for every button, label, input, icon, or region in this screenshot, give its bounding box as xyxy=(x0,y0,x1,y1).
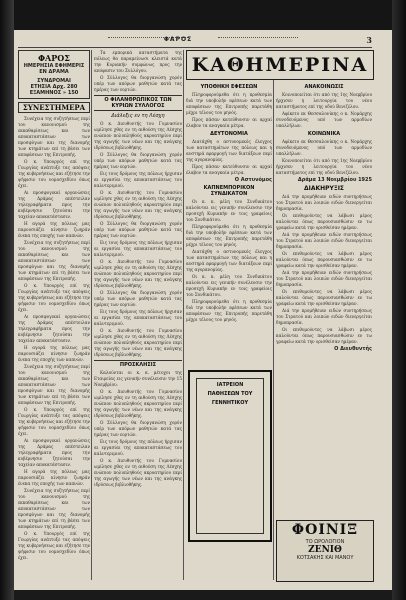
ad-yearly-price: ΕΤΗΣΙΑ Δρχ. 280 xyxy=(30,84,78,90)
article-text: Διά την προμήθειαν ειδών συντηρήσεως του Στρατού και λοιπών ειδών διενεργείται δημοπρασία. xyxy=(276,194,372,211)
article-text: Ο κ. Υπουργός επί της Γεωργίας ανέπτυξε τας απόψεις της κυβερνήσεως και εζήτησε την ψήφισιν του νομοσχεδίου όπως έχει. xyxy=(18,159,90,188)
article-heading: ΔΕΥΤΟΝΟΜΙΑ xyxy=(210,131,248,137)
ad-title: ΦΟΙΝΙΞ xyxy=(291,522,359,538)
dateline: Δράμα 13 Νοεμβρίου 1925 xyxy=(297,177,372,183)
article-text: Οι επιθυμούντες να λάβωσι μέρος καλούνται όπως παρουσιασθώσιν εν τω γραφείω κατά την ορισθείσαν ημέραν. xyxy=(276,213,372,230)
article-text: Ο κ. Υπουργός επί της Γεωργίας ανέπτυξε τας απόψεις της κυβερνήσεως και εζήτησε την ψήφισιν του νομοσχεδίου όπως έχει. xyxy=(18,283,90,312)
signature: Ο Αστυνόμος xyxy=(234,177,272,183)
article-text: Η αγορά της πόλεως μας παρουσιάζει κίνησιν ζωηράν ένεκα της εποχής των καπνών. xyxy=(18,221,90,238)
article-text: Καλούνται οι κ. κ. μέτοχοι της Εταιρείας εις γενικήν συνέλευσιν την 15 Νοεμβρίου. xyxy=(94,370,182,387)
article-text: Ο κ. Υπουργός επί της Γεωργίας ανέπτυξε τας απόψεις της κυβερνήσεως και εζήτησε την ψήφισιν του νομοσχεδίου όπως έχει. xyxy=(18,531,90,560)
article-text: Πληροφορούμεθα ότι η προθεσμία διά την υποβολήν εφέσεων κατά των αποφάσεων της Επιτροπής παρετάθη μέχρι τέλους του μηνός. xyxy=(186,224,272,247)
article-text: Εις τους δρόμους της πόλεως ήρχισαν αι εργασίαι της αποκαταστάσεως του καλντεριμιού. xyxy=(94,240,182,257)
article-text: Εις τους δρόμους της πόλεως ήρχισαν αι εργασίαι της αποκαταστάσεως του καλντεριμιού. xyxy=(94,309,182,326)
article-text: Ο κ. Διευθυντής του Γυμνασίου ωμίλησε χθες εν τη αιθούση της Λέσχης ενώπιον πολυπληθούς ακροατηρίου περί της αγωγής των νέων και της ανάγκης ιδρύσεως βιβλιοθήκης. xyxy=(94,458,182,487)
book-spine xyxy=(0,0,14,600)
article-text: Κοινοποιείται ότι από της 1ης Νοεμβρίου ήρχισεν η λειτουργία του νέου καταστήματος επί της οδού Βενιζέλου. xyxy=(276,92,372,109)
article-text: Αφίκετο εκ Θεσσαλονίκης ο κ. Νομάρχης συνοδευόμενος υπό των αρμοδίων υπαλλήλων. xyxy=(276,139,372,156)
kathimerina-banner xyxy=(186,50,374,80)
article-text: Συνέχεια της συζητήσεως περί του κανονισμού της εκκαθαρίσεως και των αποκαταστάσεων των προσφύγων και της διανομής των κτημάτων επί τη βάσει των αποφάσεων της Επιτροπής. xyxy=(18,240,90,281)
masthead-title: ΦΑΡΟΣ xyxy=(163,36,193,43)
article-text: Προς πάσαν κατεύθυνσιν αι αρχαί έλαβον τα αναγκαία μέτρα. xyxy=(186,117,272,128)
ad-brand: ΖΕΝΙΘ xyxy=(308,545,342,555)
article-text: Ο κ. Υπουργός επί της Γεωργίας ανέπτυξε τας απόψεις της κυβερνήσεως και εζήτησε την ψήφισιν του νομοσχεδίου όπως έχει. xyxy=(18,407,90,436)
article-text: Διά την προμήθειαν ειδών συντηρήσεως του Στρατού και λοιπών ειδών διενεργείται δημοπρασία. xyxy=(276,308,372,325)
article-text: Συνέχεια της συζητήσεως περί του κανονισμού της εκκαθαρίσεως και των αποκαταστάσεων των προσφύγων και της διανομής των κτημάτων επί τη βάσει των αποφάσεων της Επιτροπής. xyxy=(18,116,90,157)
article-text: Η αγορά της πόλεως μας παρουσιάζει κίνησιν ζωηράν ένεκα της εποχής των καπνών. xyxy=(18,345,90,362)
notice-heading: ΠΡΟΣΚΛΗΣΙΣ xyxy=(94,360,182,368)
column-rule xyxy=(273,80,274,580)
ad-subtitle: ΗΜΕΡΗΣΙΑ ΕΦΗΜΕΡΙΣ xyxy=(23,63,85,69)
article-text: Εις τους δρόμους της πόλεως ήρχισαν αι εργασίαι της αποκαταστάσεως του καλντεριμιού. xyxy=(94,439,182,456)
foinix-watch-advertisement xyxy=(276,520,374,582)
masthead xyxy=(18,37,372,48)
article-text: Συνέχεια της συζητήσεως περί του κανονισμού της εκκαθαρίσεως και των αποκαταστάσεων των προσφύγων και της διανομής των κτημάτων επί τη βάσει των αποφάσεων της Επιτροπής. xyxy=(18,488,90,529)
article-text: Διά την προμήθειαν ειδών συντηρήσεως του Στρατού και λοιπών ειδών διενεργείται δημοπρασία. xyxy=(276,232,372,249)
column-rule xyxy=(91,50,92,580)
article-text: Ο κ. Διευθυντής του Γυμνασίου ωμίλησε χθες εν τη αιθούση της Λέσχης ενώπιον πολυπληθούς ακροατηρίου περί της αγωγής των νέων και της ανάγκης ιδρύσεως βιβλιοθήκης. xyxy=(94,259,182,288)
article-heading: ΥΠΟΘΗΚΗ ΕΦΕΣΕΩΝ xyxy=(200,84,258,90)
article-text: Η αγορά της πόλεως μας παρουσιάζει κίνησιν ζωηράν ένεκα της εποχής των καπνών. xyxy=(18,469,90,486)
article-text: Αφίκετο εκ Θεσσαλονίκης ο κ. Νομάρχης συνοδευόμενος υπό των αρμοδίων υπαλλήλων. xyxy=(276,111,372,128)
ad-halfyear-price: ΕΞΑΜΗΝΟΣ » 150 xyxy=(29,90,79,96)
article-text: Ο κ. Διευθυντής του Γυμνασίου ωμίλησε χθες εν τη αιθούση της Λέσχης ενώπιον πολυπληθούς ακροατηρίου περί της αγωγής των νέων και της ανάγκης ιδρύσεως βιβλιοθήκης. xyxy=(94,328,182,357)
article-subheading: Διάλεξις εν τη Λέσχη xyxy=(111,113,165,119)
subscription-ad xyxy=(18,50,90,99)
article-text: Κοινοποιείται ότι από της 1ης Νοεμβρίου ήρχισεν η λειτουργία του νέου καταστήματος επί της οδού Βενιζέλου. xyxy=(276,158,372,175)
article-text: Προς πάσαν κατεύθυνσιν αι αρχαί έλαβον τα αναγκαία μέτρα. xyxy=(186,164,272,175)
article-heading: ΑΝΑΚΟΙΝΩΣΙΣ xyxy=(304,84,344,90)
ad-line: ΓΕΝΝΗΤΙΚΟΥ xyxy=(211,400,249,406)
article-text: Ο Σύλλογος θα διοργανώση χορόν υπέρ των απόρων μαθητών κατά τας ημέρας των εορτών. xyxy=(94,221,182,238)
ad-title: ΦΑΡΟΣ xyxy=(38,53,70,63)
article-text: Οι επιθυμούντες να λάβωσι μέρος καλούνται όπως παρουσιασθώσιν εν τω γραφείω κατά την ορισθείσαν ημέραν. xyxy=(276,327,372,344)
column-2 xyxy=(94,50,182,580)
article-text: Οι κ. κ. μέλη του Συνδικάτου καλούνται εις γενικήν συνέλευσιν την προσεχή Κυριακήν εν τοις γραφείοις του Συνδικάτου. xyxy=(186,274,272,297)
article-text: Ο κ. Διευθυντής του Γυμνασίου ωμίλησε χθες εν τη αιθούση της Λέσχης ενώπιον πολυπληθούς ακροατηρίου περί της αγωγής των νέων και της ανάγκης ιδρύσεως βιβλιοθήκης. xyxy=(94,389,182,418)
ad-location: ΕΝ ΔΡΑΜΑ xyxy=(39,69,69,75)
article-text: Διατάχθη ο αστυνομικός έλεγχος των καταστημάτων της πόλεως και η αυστηρά εφαρμογή των διατάξεων περί της αγορανομίας. xyxy=(186,139,272,162)
banner-title: ΚΑΘΗΜΕΡΙΝΑ xyxy=(191,54,369,76)
article-text: Ο Σύλλογος θα διοργανώση χορόν υπέρ των απόρων μαθητών κατά τας ημέρας των εορτών. xyxy=(94,152,182,169)
article-text: Πληροφορούμεθα ότι η προθεσμία διά την υποβολήν εφέσεων κατά των αποφάσεων της Επιτροπής παρετάθη μέχρι τέλους του μηνός. xyxy=(186,299,272,322)
article-text: Ο Σύλλογος θα διοργανώση χορόν υπέρ των απόρων μαθητών κατά τας ημέρας των εορτών. xyxy=(94,290,182,307)
article-text: Ο κ. Διευθυντής του Γυμνασίου ωμίλησε χθες εν τη αιθούση της Λέσχης ενώπιον πολυπληθούς ακροατηρίου περί της αγωγής των νέων και της ανάγκης ιδρύσεως βιβλιοθήκης. xyxy=(94,190,182,219)
section-heading: ΣΥΝΕΣΤΗΜΕΡΑ xyxy=(18,102,90,113)
article-text: Εις τους δρόμους της πόλεως ήρχισαν αι εργασίαι της αποκαταστάσεως του καλντεριμιού. xyxy=(94,171,182,188)
page-edge xyxy=(392,0,406,600)
clinic-ad-inner xyxy=(196,378,264,534)
article-text: Τα εμπορικά καταστήματα της πόλεως θα παραμείνωσι κλειστά κατά την Κυριακήν συμφώνως προς την απόφασιν του Συλλόγου. xyxy=(94,50,182,73)
ad-subtitle: ΤΟ ΩΡΟΛΟΓΙΟΝ xyxy=(305,539,345,545)
ad-footer: ΚΟΤΣΑΚΗΣ ΚΑΙ ΜΑΝΟΥ xyxy=(296,555,354,561)
article-text: Συνέχεια της συζητήσεως περί του κανονισμού της εκκαθαρίσεως και των αποκαταστάσεων των προσφύγων και της διανομής των κτημάτων επί τη βάσει των αποφάσεων της Επιτροπής. xyxy=(18,364,90,405)
column-1 xyxy=(18,50,90,580)
ad-subscriptions-heading: ΣΥΝΔΡΟΜΑΙ xyxy=(37,78,71,84)
article-text: Ο Σύλλογος θα διοργανώση χορόν υπέρ των απόρων μαθητών κατά τας ημέρας των εορτών. xyxy=(94,75,182,92)
column-3 xyxy=(186,82,272,368)
article-text: Αι προσφυγικαί οργανώσεις της Δράμας απέστειλαν τηλεγραφήματα προς την κυβέρνησιν ζητούσαι την ταχείαν αποκατάστασιν. xyxy=(18,438,90,467)
article-heading: ΔΙΑΚΗΡΥΞΙΣ xyxy=(303,185,345,192)
masthead-rule-right xyxy=(218,37,298,38)
article-text: Οι επιθυμούντες να λάβωσι μέρος καλούνται όπως παρουσιασθώσιν εν τω γραφείω κατά την ορισθείσαν ημέραν. xyxy=(276,251,372,268)
scan-background-top xyxy=(0,0,406,30)
ad-title: ΙΑΤΡΕΙΟΝ xyxy=(216,382,244,388)
ad-line: ΠΑΘΗΣΕΩΝ ΤΟΥ xyxy=(207,391,253,397)
article-text: Πληροφορούμεθα ότι η προθεσμία διά την υποβολήν εφέσεων κατά των αποφάσεων της Επιτροπής παρετάθη μέχρι τέλους του μηνός. xyxy=(186,92,272,115)
page-number: 3 xyxy=(366,35,372,45)
article-text: Ο Σύλλογος θα διοργανώση χορόν υπέρ των απόρων μαθητών κατά τας ημέρας των εορτών. xyxy=(94,420,182,437)
signature: Ο Διευθυντής xyxy=(334,346,372,352)
article-text: Ο κ. Διευθυντής του Γυμνασίου ωμίλησε χθες εν τη αιθούση της Λέσχης ενώπιον πολυπληθούς ακροατηρίου περί της αγωγής των νέων και της ανάγκης ιδρύσεως βιβλιοθήκης. xyxy=(94,121,182,150)
article-text: Αι προσφυγικαί οργανώσεις της Δράμας απέστειλαν τηλεγραφήματα προς την κυβέρνησιν ζητούσαι την ταχείαν αποκατάστασιν. xyxy=(18,314,90,343)
article-heading: ΚΑΠΝΕΜΠΟΡΙΚΟΝ ΣΥΝΔΙΚΑΤΟΝ xyxy=(203,185,255,197)
column-rule xyxy=(183,50,184,580)
article-heading: Ο ΦΙΛΑΝΘΡΩΠΙΚΟΣ ΤΩΝ ΚΥΡΙΩΝ ΣΥΛΛΟΓΟΣ xyxy=(94,95,182,111)
article-text: Αι προσφυγικαί οργανώσεις της Δράμας απέστειλαν τηλεγραφήματα προς την κυβέρνησιν ζητούσαι την ταχείαν αποκατάστασιν. xyxy=(18,190,90,219)
clinic-advertisement xyxy=(188,370,272,542)
article-text: Οι κ. κ. μέλη του Συνδικάτου καλούνται εις γενικήν συνέλευσιν την προσεχή Κυριακήν εν τοις γραφείοις του Συνδικάτου. xyxy=(186,199,272,222)
article-heading: ΚΟΙΝΩΝΙΚΑ xyxy=(307,131,341,137)
article-text: Οι επιθυμούντες να λάβωσι μέρος καλούνται όπως παρουσιασθώσιν εν τω γραφείω κατά την ορισθείσαν ημέραν. xyxy=(276,289,372,306)
article-text: Διατάχθη ο αστυνομικός έλεγχος των καταστημάτων της πόλεως και η αυστηρά εφαρμογή των διατάξεων περί της αγορανομίας. xyxy=(186,249,272,272)
column-4 xyxy=(276,82,372,518)
article-text: Διά την προμήθειαν ειδών συντηρήσεως του Στρατού και λοιπών ειδών διενεργείται δημοπρασία. xyxy=(276,270,372,287)
